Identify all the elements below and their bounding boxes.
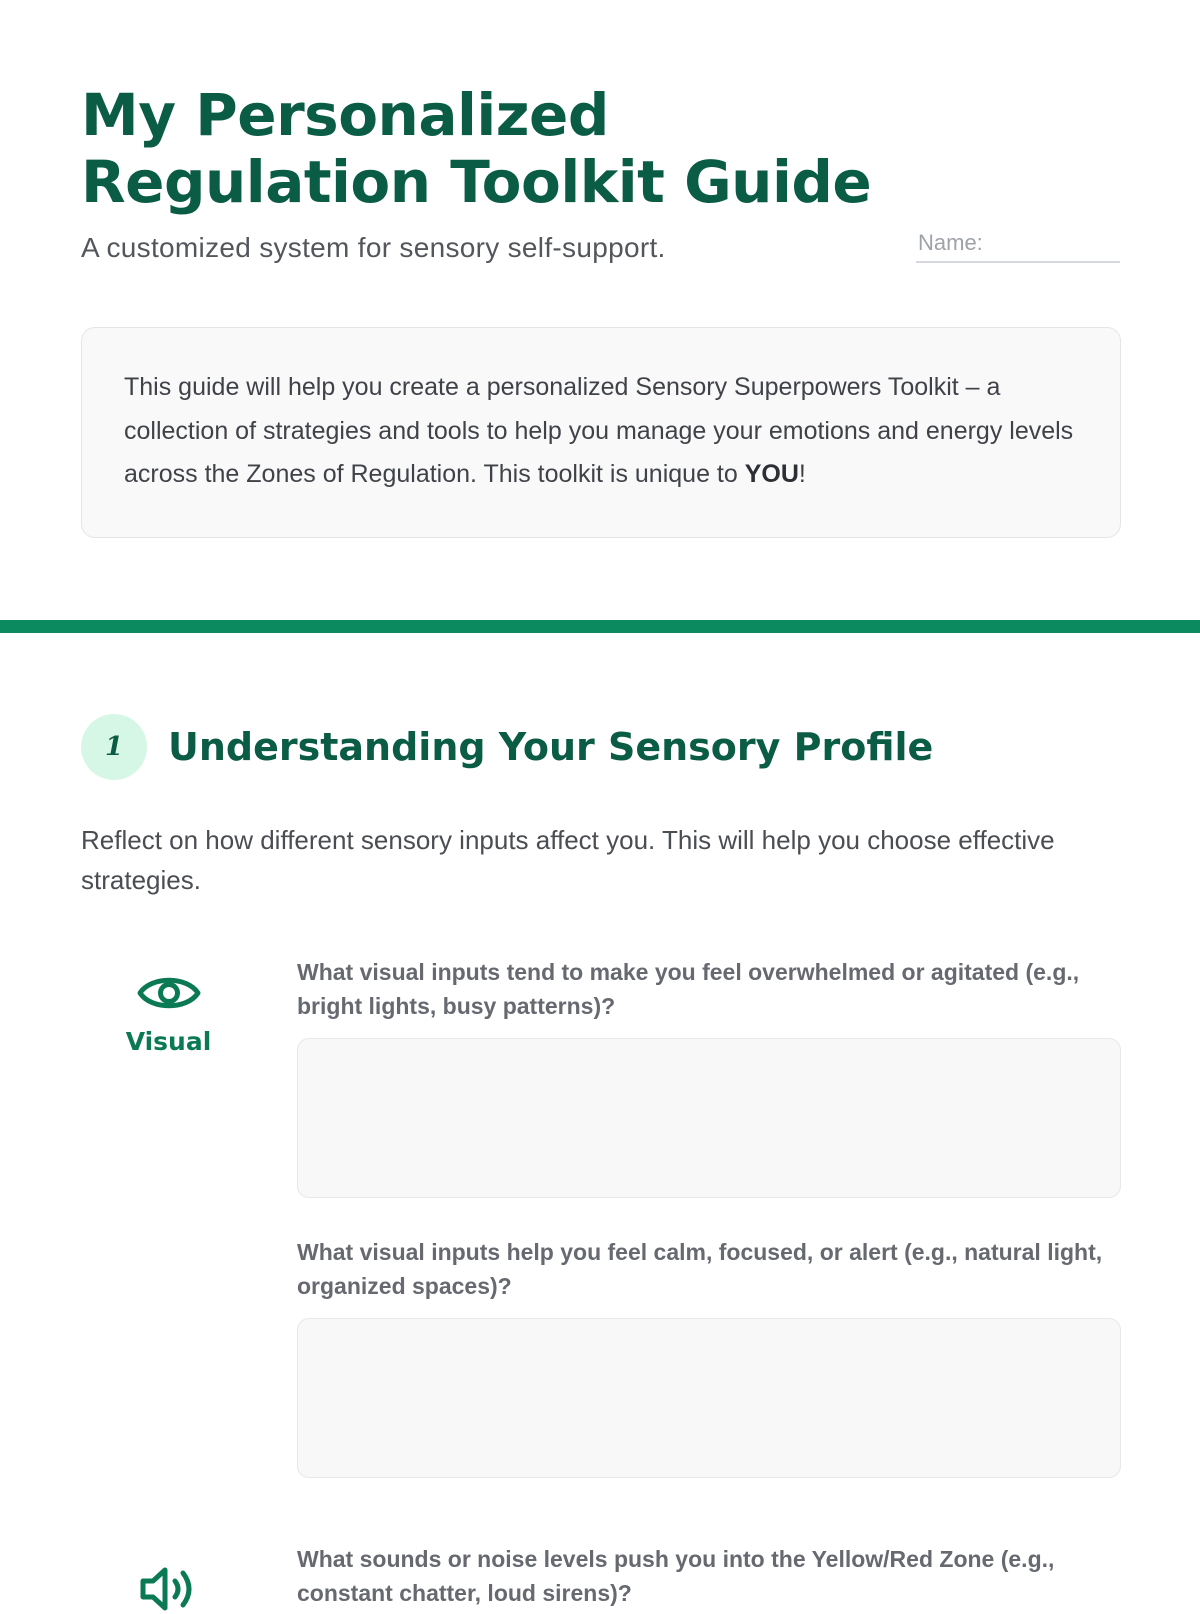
page-subtitle: A customized system for sensory self-support. xyxy=(81,232,666,263)
name-input[interactable] xyxy=(916,230,1120,263)
section-description: Reflect on how different sensory inputs affect you. This will help you choose effective strategies. xyxy=(81,825,1055,895)
section-1-header xyxy=(81,714,1121,780)
visual-question-1 xyxy=(297,955,1121,1198)
page-title xyxy=(81,82,1121,216)
header xyxy=(81,81,1121,263)
page-title-line-1: My Personalized xyxy=(81,81,609,149)
eye-icon xyxy=(137,971,201,1015)
intro-text xyxy=(124,366,1078,497)
intro-body: This guide will help you create a personalized Sensory Superpowers Toolkit – a collection of strategies and tools to help you manage your emotions and energy levels across the Zones of Regulation. This toolkit is unique to xyxy=(124,373,1074,488)
visual-question-1-label: What visual inputs tend to make you feel overwhelmed or agitated (e.g., bright lights, busy patterns)? xyxy=(297,959,1080,1019)
speaker-icon xyxy=(137,1564,201,1614)
section-number-badge: 1 xyxy=(81,714,147,780)
page-title-line-2: Regulation Toolkit Guide xyxy=(81,148,872,216)
visual-sense-label-group xyxy=(81,971,256,1056)
intro-end: ! xyxy=(798,460,806,488)
visual-answer-2-field[interactable] xyxy=(297,1318,1121,1478)
intro-emphasis: YOU xyxy=(744,460,799,488)
visual-question-2-label: What visual inputs help you feel calm, focused, or alert (e.g., natural light, organized spaces)? xyxy=(297,1239,1103,1299)
visual-label: Visual xyxy=(125,1027,212,1056)
section-divider xyxy=(0,620,1200,633)
auditory-question-1-label: What sounds or noise levels push you into the Yellow/Red Zone (e.g., constant chatter, loud sirens)? xyxy=(297,1546,1055,1606)
intro-box xyxy=(81,327,1121,538)
visual-answer-1-field[interactable] xyxy=(297,1038,1121,1198)
section-title: Understanding Your Sensory Profile xyxy=(168,725,934,769)
visual-question-2 xyxy=(297,1235,1121,1478)
auditory-sense-label-group xyxy=(81,1564,256,1614)
